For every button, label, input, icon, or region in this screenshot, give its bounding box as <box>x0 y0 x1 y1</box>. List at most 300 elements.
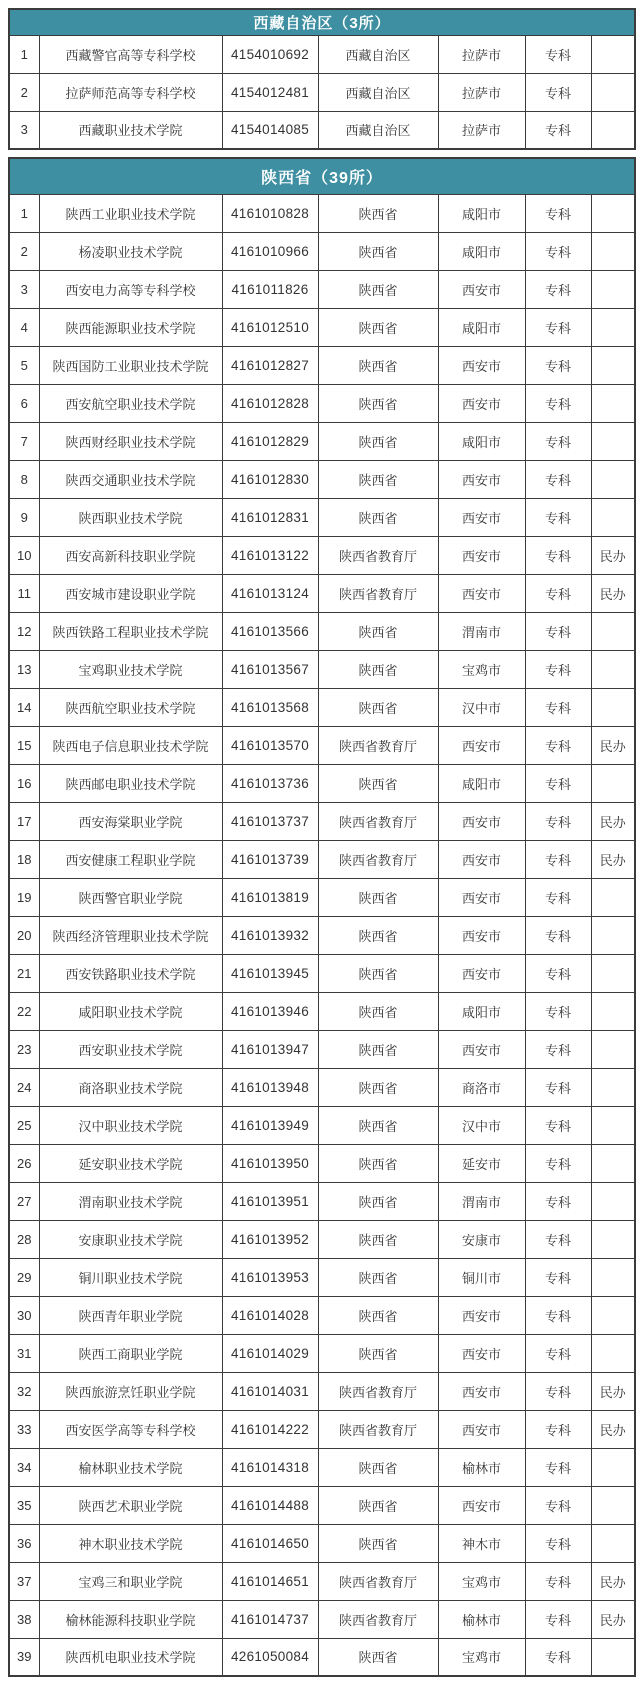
row-number-cell: 10 <box>9 536 39 574</box>
education-level-cell: 专科 <box>525 1600 591 1638</box>
department-cell: 西藏自治区 <box>318 111 438 149</box>
department-cell: 陕西省 <box>318 1524 438 1562</box>
row-number-cell: 14 <box>9 688 39 726</box>
row-number-cell: 3 <box>9 111 39 149</box>
row-number-cell: 24 <box>9 1068 39 1106</box>
row-number-cell: 23 <box>9 1030 39 1068</box>
school-code-cell: 4161013953 <box>222 1258 318 1296</box>
department-cell: 陕西省 <box>318 1068 438 1106</box>
table-row <box>9 992 635 1030</box>
city-cell: 西安市 <box>438 954 525 992</box>
table-row <box>9 1144 635 1182</box>
school-name-cell: 西安电力高等专科学校 <box>39 270 222 308</box>
table-row <box>9 73 635 111</box>
school-name-cell: 宝鸡职业技术学院 <box>39 650 222 688</box>
city-cell: 西安市 <box>438 460 525 498</box>
school-code-cell: 4161012828 <box>222 384 318 422</box>
education-level-cell: 专科 <box>525 498 591 536</box>
department-cell: 陕西省 <box>318 498 438 536</box>
city-cell: 咸阳市 <box>438 992 525 1030</box>
school-name-cell: 陕西旅游烹饪职业学院 <box>39 1372 222 1410</box>
remark-cell: 民办 <box>591 536 635 574</box>
table-row <box>9 1410 635 1448</box>
department-cell: 陕西省 <box>318 1106 438 1144</box>
table-row <box>9 1258 635 1296</box>
row-number-cell: 39 <box>9 1638 39 1676</box>
city-cell: 榆林市 <box>438 1600 525 1638</box>
education-level-cell: 专科 <box>525 1296 591 1334</box>
table-row <box>9 35 635 73</box>
education-level-cell: 专科 <box>525 1334 591 1372</box>
department-cell: 陕西省 <box>318 916 438 954</box>
row-number-cell: 3 <box>9 270 39 308</box>
row-number-cell: 37 <box>9 1562 39 1600</box>
city-cell: 拉萨市 <box>438 35 525 73</box>
city-cell: 西安市 <box>438 574 525 612</box>
table-row <box>9 1220 635 1258</box>
school-name-cell: 陕西工业职业技术学院 <box>39 194 222 232</box>
row-number-cell: 33 <box>9 1410 39 1448</box>
school-name-cell: 宝鸡三和职业学院 <box>39 1562 222 1600</box>
table-row <box>9 954 635 992</box>
city-cell: 拉萨市 <box>438 111 525 149</box>
education-level-cell: 专科 <box>525 1562 591 1600</box>
education-level-cell: 专科 <box>525 1410 591 1448</box>
education-level-cell: 专科 <box>525 650 591 688</box>
table-row <box>9 1296 635 1334</box>
education-level-cell: 专科 <box>525 308 591 346</box>
city-cell: 西安市 <box>438 840 525 878</box>
city-cell: 汉中市 <box>438 688 525 726</box>
city-cell: 汉中市 <box>438 1106 525 1144</box>
school-name-cell: 西安高新科技职业学院 <box>39 536 222 574</box>
education-level-cell: 专科 <box>525 1486 591 1524</box>
remark-cell <box>591 35 635 73</box>
department-cell: 陕西省 <box>318 1638 438 1676</box>
row-number-cell: 28 <box>9 1220 39 1258</box>
department-cell: 陕西省教育厅 <box>318 536 438 574</box>
school-code-cell: 4161013945 <box>222 954 318 992</box>
city-cell: 西安市 <box>438 536 525 574</box>
department-cell: 陕西省 <box>318 992 438 1030</box>
row-number-cell: 25 <box>9 1106 39 1144</box>
row-number-cell: 20 <box>9 916 39 954</box>
remark-cell <box>591 650 635 688</box>
row-number-cell: 4 <box>9 308 39 346</box>
department-cell: 西藏自治区 <box>318 73 438 111</box>
city-cell: 渭南市 <box>438 612 525 650</box>
city-cell: 西安市 <box>438 384 525 422</box>
school-code-cell: 4161014031 <box>222 1372 318 1410</box>
table-row <box>9 1372 635 1410</box>
table-row <box>9 232 635 270</box>
school-code-cell: 4161014650 <box>222 1524 318 1562</box>
row-number-cell: 11 <box>9 574 39 612</box>
school-code-cell: 4161012830 <box>222 460 318 498</box>
school-name-cell: 神木职业技术学院 <box>39 1524 222 1562</box>
department-cell: 西藏自治区 <box>318 35 438 73</box>
school-name-cell: 陕西青年职业学院 <box>39 1296 222 1334</box>
education-level-cell: 专科 <box>525 1258 591 1296</box>
remark-cell <box>591 1182 635 1220</box>
city-cell: 西安市 <box>438 726 525 764</box>
school-name-cell: 陕西经济管理职业技术学院 <box>39 916 222 954</box>
table-row <box>9 1448 635 1486</box>
table-row <box>9 802 635 840</box>
school-code-cell: 4161013122 <box>222 536 318 574</box>
school-name-cell: 西安航空职业技术学院 <box>39 384 222 422</box>
city-cell: 西安市 <box>438 916 525 954</box>
school-table <box>8 8 636 150</box>
education-level-cell: 专科 <box>525 460 591 498</box>
school-name-cell: 陕西工商职业学院 <box>39 1334 222 1372</box>
remark-cell <box>591 954 635 992</box>
school-code-cell: 4161013951 <box>222 1182 318 1220</box>
school-code-cell: 4161014028 <box>222 1296 318 1334</box>
remark-cell <box>591 73 635 111</box>
row-number-cell: 26 <box>9 1144 39 1182</box>
education-level-cell: 专科 <box>525 1220 591 1258</box>
school-code-cell: 4161013950 <box>222 1144 318 1182</box>
school-code-cell: 4161014222 <box>222 1410 318 1448</box>
education-level-cell: 专科 <box>525 764 591 802</box>
department-cell: 陕西省 <box>318 1258 438 1296</box>
school-name-cell: 陕西国防工业职业技术学院 <box>39 346 222 384</box>
table-row <box>9 194 635 232</box>
department-cell: 陕西省 <box>318 384 438 422</box>
school-name-cell: 咸阳职业技术学院 <box>39 992 222 1030</box>
department-cell: 陕西省 <box>318 1334 438 1372</box>
school-code-cell: 4161014488 <box>222 1486 318 1524</box>
remark-cell <box>591 878 635 916</box>
school-name-cell: 杨凌职业技术学院 <box>39 232 222 270</box>
row-number-cell: 6 <box>9 384 39 422</box>
school-code-cell: 4161013949 <box>222 1106 318 1144</box>
department-cell: 陕西省教育厅 <box>318 726 438 764</box>
school-code-cell: 4161013948 <box>222 1068 318 1106</box>
row-number-cell: 21 <box>9 954 39 992</box>
remark-cell <box>591 612 635 650</box>
city-cell: 咸阳市 <box>438 308 525 346</box>
education-level-cell: 专科 <box>525 1448 591 1486</box>
department-cell: 陕西省 <box>318 612 438 650</box>
row-number-cell: 15 <box>9 726 39 764</box>
school-code-cell: 4161013124 <box>222 574 318 612</box>
table-row <box>9 1182 635 1220</box>
education-level-cell: 专科 <box>525 1030 591 1068</box>
remark-cell <box>591 1258 635 1296</box>
school-code-cell: 4161013739 <box>222 840 318 878</box>
table-row <box>9 1334 635 1372</box>
city-cell: 拉萨市 <box>438 73 525 111</box>
table-row <box>9 574 635 612</box>
row-number-cell: 16 <box>9 764 39 802</box>
education-level-cell: 专科 <box>525 688 591 726</box>
education-level-cell: 专科 <box>525 194 591 232</box>
school-name-cell: 西安海棠职业学院 <box>39 802 222 840</box>
row-number-cell: 1 <box>9 194 39 232</box>
education-level-cell: 专科 <box>525 232 591 270</box>
school-name-cell: 西安城市建设职业学院 <box>39 574 222 612</box>
city-cell: 西安市 <box>438 1030 525 1068</box>
school-code-cell: 4161011826 <box>222 270 318 308</box>
row-number-cell: 17 <box>9 802 39 840</box>
education-level-cell: 专科 <box>525 992 591 1030</box>
row-number-cell: 8 <box>9 460 39 498</box>
education-level-cell: 专科 <box>525 111 591 149</box>
school-name-cell: 拉萨师范高等专科学校 <box>39 73 222 111</box>
table-row <box>9 1068 635 1106</box>
school-code-cell: 4161010966 <box>222 232 318 270</box>
remark-cell <box>591 270 635 308</box>
row-number-cell: 22 <box>9 992 39 1030</box>
department-cell: 陕西省教育厅 <box>318 840 438 878</box>
school-name-cell: 西安铁路职业技术学院 <box>39 954 222 992</box>
school-name-cell: 陕西财经职业技术学院 <box>39 422 222 460</box>
row-number-cell: 18 <box>9 840 39 878</box>
city-cell: 西安市 <box>438 1410 525 1448</box>
province-header-label: 西藏自治区（3所） <box>9 9 635 35</box>
school-name-cell: 榆林职业技术学院 <box>39 1448 222 1486</box>
row-number-cell: 2 <box>9 232 39 270</box>
remark-cell <box>591 308 635 346</box>
school-name-cell: 汉中职业技术学院 <box>39 1106 222 1144</box>
remark-cell <box>591 346 635 384</box>
school-code-cell: 4161012831 <box>222 498 318 536</box>
table-row <box>9 308 635 346</box>
city-cell: 西安市 <box>438 346 525 384</box>
education-level-cell: 专科 <box>525 384 591 422</box>
education-level-cell: 专科 <box>525 726 591 764</box>
remark-cell <box>591 498 635 536</box>
province-section <box>8 8 634 150</box>
city-cell: 商洛市 <box>438 1068 525 1106</box>
city-cell: 西安市 <box>438 878 525 916</box>
table-row <box>9 460 635 498</box>
remark-cell: 民办 <box>591 1410 635 1448</box>
table-row <box>9 612 635 650</box>
remark-cell <box>591 232 635 270</box>
city-cell: 西安市 <box>438 498 525 536</box>
city-cell: 宝鸡市 <box>438 1638 525 1676</box>
city-cell: 渭南市 <box>438 1182 525 1220</box>
department-cell: 陕西省 <box>318 878 438 916</box>
city-cell: 西安市 <box>438 270 525 308</box>
department-cell: 陕西省教育厅 <box>318 1372 438 1410</box>
row-number-cell: 29 <box>9 1258 39 1296</box>
city-cell: 延安市 <box>438 1144 525 1182</box>
education-level-cell: 专科 <box>525 954 591 992</box>
city-cell: 神木市 <box>438 1524 525 1562</box>
department-cell: 陕西省 <box>318 1182 438 1220</box>
table-row <box>9 1638 635 1676</box>
city-cell: 咸阳市 <box>438 194 525 232</box>
table-row <box>9 916 635 954</box>
table-row <box>9 1106 635 1144</box>
remark-cell <box>591 1220 635 1258</box>
table-row <box>9 726 635 764</box>
table-row <box>9 1030 635 1068</box>
remark-cell <box>591 384 635 422</box>
city-cell: 咸阳市 <box>438 422 525 460</box>
education-level-cell: 专科 <box>525 878 591 916</box>
school-code-cell: 4261050084 <box>222 1638 318 1676</box>
school-name-cell: 陕西警官职业学院 <box>39 878 222 916</box>
school-code-cell: 4161013932 <box>222 916 318 954</box>
row-number-cell: 1 <box>9 35 39 73</box>
school-name-cell: 渭南职业技术学院 <box>39 1182 222 1220</box>
row-number-cell: 19 <box>9 878 39 916</box>
remark-cell <box>591 1486 635 1524</box>
department-cell: 陕西省 <box>318 1448 438 1486</box>
school-name-cell: 西安健康工程职业学院 <box>39 840 222 878</box>
section-body <box>9 35 635 149</box>
remark-cell: 民办 <box>591 1372 635 1410</box>
table-row <box>9 650 635 688</box>
row-number-cell: 12 <box>9 612 39 650</box>
remark-cell: 民办 <box>591 1562 635 1600</box>
education-level-cell: 专科 <box>525 35 591 73</box>
remark-cell <box>591 992 635 1030</box>
department-cell: 陕西省教育厅 <box>318 574 438 612</box>
city-cell: 宝鸡市 <box>438 650 525 688</box>
education-level-cell: 专科 <box>525 802 591 840</box>
row-number-cell: 31 <box>9 1334 39 1372</box>
education-level-cell: 专科 <box>525 1182 591 1220</box>
row-number-cell: 2 <box>9 73 39 111</box>
table-row <box>9 1524 635 1562</box>
education-level-cell: 专科 <box>525 73 591 111</box>
table-row <box>9 536 635 574</box>
school-code-cell: 4161013737 <box>222 802 318 840</box>
table-row <box>9 384 635 422</box>
table-row <box>9 688 635 726</box>
school-name-cell: 陕西铁路工程职业技术学院 <box>39 612 222 650</box>
remark-cell: 民办 <box>591 1600 635 1638</box>
remark-cell: 民办 <box>591 574 635 612</box>
table-row <box>9 270 635 308</box>
city-cell: 宝鸡市 <box>438 1562 525 1600</box>
school-name-cell: 西藏警官高等专科学校 <box>39 35 222 73</box>
school-code-cell: 4161013736 <box>222 764 318 802</box>
remark-cell <box>591 1030 635 1068</box>
section-body <box>9 194 635 1676</box>
row-number-cell: 32 <box>9 1372 39 1410</box>
city-cell: 铜川市 <box>438 1258 525 1296</box>
department-cell: 陕西省 <box>318 346 438 384</box>
remark-cell <box>591 1334 635 1372</box>
school-name-cell: 西安医学高等专科学校 <box>39 1410 222 1448</box>
table-row <box>9 1600 635 1638</box>
department-cell: 陕西省 <box>318 422 438 460</box>
city-cell: 咸阳市 <box>438 232 525 270</box>
table-row <box>9 1562 635 1600</box>
education-level-cell: 专科 <box>525 1106 591 1144</box>
education-level-cell: 专科 <box>525 612 591 650</box>
education-level-cell: 专科 <box>525 346 591 384</box>
school-name-cell: 陕西航空职业技术学院 <box>39 688 222 726</box>
row-number-cell: 38 <box>9 1600 39 1638</box>
school-name-cell: 西藏职业技术学院 <box>39 111 222 149</box>
row-number-cell: 7 <box>9 422 39 460</box>
education-level-cell: 专科 <box>525 1372 591 1410</box>
school-code-cell: 4161013946 <box>222 992 318 1030</box>
school-code-cell: 4161013819 <box>222 878 318 916</box>
education-level-cell: 专科 <box>525 1524 591 1562</box>
remark-cell <box>591 1448 635 1486</box>
department-cell: 陕西省教育厅 <box>318 1600 438 1638</box>
education-level-cell: 专科 <box>525 422 591 460</box>
remark-cell <box>591 688 635 726</box>
school-name-cell: 陕西职业技术学院 <box>39 498 222 536</box>
province-section <box>8 157 634 1677</box>
remark-cell: 民办 <box>591 726 635 764</box>
education-level-cell: 专科 <box>525 840 591 878</box>
school-name-cell: 陕西电子信息职业技术学院 <box>39 726 222 764</box>
row-number-cell: 13 <box>9 650 39 688</box>
education-level-cell: 专科 <box>525 574 591 612</box>
school-code-cell: 4161014318 <box>222 1448 318 1486</box>
school-name-cell: 安康职业技术学院 <box>39 1220 222 1258</box>
table-row <box>9 878 635 916</box>
table-row <box>9 346 635 384</box>
row-number-cell: 36 <box>9 1524 39 1562</box>
school-name-cell: 铜川职业技术学院 <box>39 1258 222 1296</box>
department-cell: 陕西省 <box>318 1030 438 1068</box>
school-name-cell: 陕西能源职业技术学院 <box>39 308 222 346</box>
section-header-row <box>9 9 635 35</box>
school-code-cell: 4161013568 <box>222 688 318 726</box>
education-level-cell: 专科 <box>525 1638 591 1676</box>
city-cell: 西安市 <box>438 1486 525 1524</box>
row-number-cell: 5 <box>9 346 39 384</box>
department-cell: 陕西省 <box>318 460 438 498</box>
remark-cell <box>591 1068 635 1106</box>
school-code-cell: 4161013947 <box>222 1030 318 1068</box>
school-code-cell: 4161014651 <box>222 1562 318 1600</box>
department-cell: 陕西省教育厅 <box>318 1562 438 1600</box>
remark-cell: 民办 <box>591 840 635 878</box>
education-level-cell: 专科 <box>525 1068 591 1106</box>
department-cell: 陕西省 <box>318 954 438 992</box>
department-cell: 陕西省 <box>318 1296 438 1334</box>
school-name-cell: 陕西交通职业技术学院 <box>39 460 222 498</box>
city-cell: 安康市 <box>438 1220 525 1258</box>
row-number-cell: 34 <box>9 1448 39 1486</box>
education-level-cell: 专科 <box>525 916 591 954</box>
department-cell: 陕西省 <box>318 688 438 726</box>
city-cell: 西安市 <box>438 802 525 840</box>
row-number-cell: 27 <box>9 1182 39 1220</box>
school-name-cell: 榆林能源科技职业学院 <box>39 1600 222 1638</box>
city-cell: 咸阳市 <box>438 764 525 802</box>
remark-cell <box>591 422 635 460</box>
remark-cell <box>591 1524 635 1562</box>
department-cell: 陕西省 <box>318 1220 438 1258</box>
department-cell: 陕西省 <box>318 308 438 346</box>
remark-cell <box>591 1106 635 1144</box>
department-cell: 陕西省 <box>318 650 438 688</box>
city-cell: 榆林市 <box>438 1448 525 1486</box>
school-code-cell: 4154014085 <box>222 111 318 149</box>
row-number-cell: 9 <box>9 498 39 536</box>
school-name-cell: 商洛职业技术学院 <box>39 1068 222 1106</box>
education-level-cell: 专科 <box>525 536 591 574</box>
province-header-label: 陕西省（39所） <box>9 158 635 194</box>
education-level-cell: 专科 <box>525 1144 591 1182</box>
education-level-cell: 专科 <box>525 270 591 308</box>
city-cell: 西安市 <box>438 1334 525 1372</box>
